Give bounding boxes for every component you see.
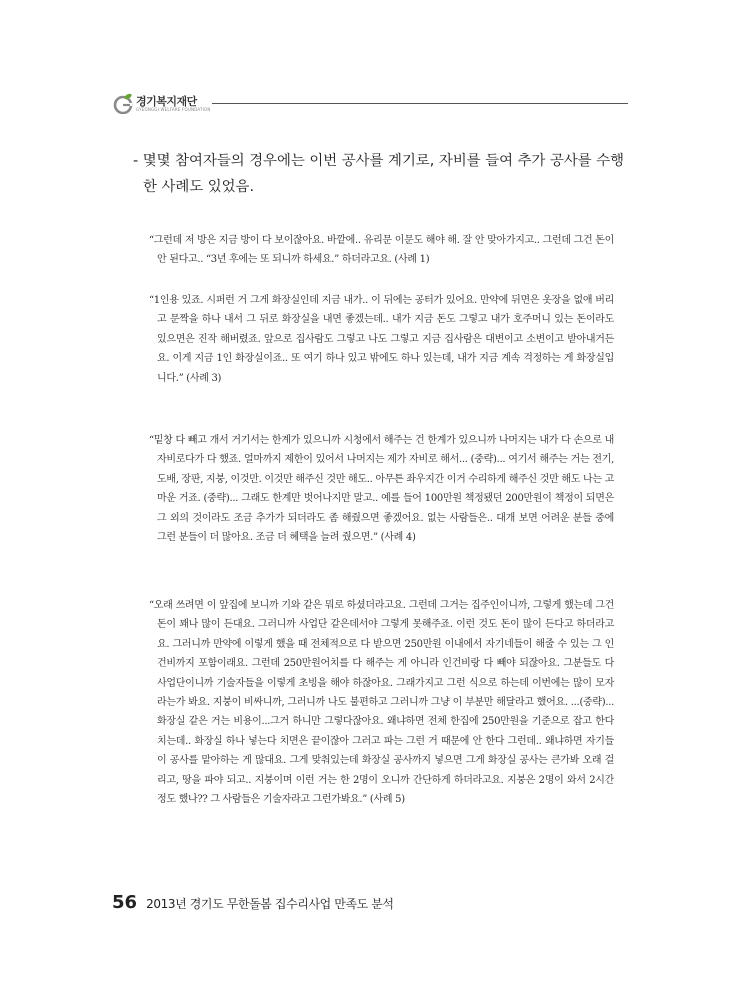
page-footer: [112, 892, 394, 913]
interview-quote: “그런데 저 방은 지금 방이 다 보이잖아요. 바깥에.. 유리문 이문도 해야 해. 잘 안 맞아가지고.. 그런데 그건 돈이 안 된다고.. “3년 후에는 또 되니까 하세요.” 하더라고요. (사례 1): [149, 235, 614, 266]
page-number: 56: [112, 892, 138, 913]
header-rule: [212, 103, 628, 104]
logo-subtitle: GYEONGGI WELFARE FOUNDATION: [136, 107, 211, 112]
foundation-logo-icon: [112, 92, 134, 114]
interview-quote: “1인용 있죠. 시퍼런 거 그게 화장실인데 지금 내가.. 이 뒤에는 공터가 있어요. 만약에 뒤면은 옷장을 없애 버리고 문짝을 하나 내서 그 뒤로 화장실을 내면 좋겠는데.. 내가 지금 돈도 그렇고 내가 호주머니 있는 돈이라도 있으면은 진작 해버렸죠. 앞으로 집사람도 그렇고 나도 그렇고 지금 집사람은 대변이고 소변이고 받아내거든요. 이게 지금 1인 화장실이죠.. 또 여기 하나 있고 밖에도 하나 있는데, 내가 지금 계속 걱정하는 게 화장실입니다.” (사례 3): [149, 295, 614, 384]
interview-quote: “밑창 다 빼고 개서 거기서는 한계가 있으니까 시청에서 해주는 건 한계가 있으니까 나머지는 내가 다 손으로 내 자비로다가 다 했죠. 얼마까지 제한이 있어서 나머지는 제가 자비로 해서... (중략)... 여기서 해주는 거는 전기, 도배, 장판, 지붕, 이것만. 이것만 해주신 것만 해도.. 아무튼 좌우지간 이거 수리하게 해주신 것만 해도 나는 고마운 거죠. (중략)... 그래도 한계만 벗어나지만 말고.. 예를 들어 100만원 책정됐던 200만원이 책정이 되면은 그 외의 것이라도 조금 추가가 되더라도 좀 해줬으면 좋겠어요. 없는 사람들은.. 대개 보면 어려운 분들 중에 그런 분들이 더 많아요. 조금 더 혜택을 늘려 줬으면.” (사례 4): [149, 435, 614, 544]
footer-title: 2013년 경기도 무한돌봄 집수리사업 만족도 분석: [146, 897, 394, 911]
interview-quote: “오래 쓰려면 이 앞집에 보니까 기와 같은 뭐로 하셨더라고요. 그런데 그거는 집주인이니까, 그렇게 했는데 그건 돈이 꽤나 많이 든대요. 그러니까 사업단 같은데서야 그렇게 못해주죠. 이런 것도 돈이 많이 든다고 하더라고요. 그러니까 만약에 이렇게 했을 때 전체적으로 다 받으면 250만원 이내에서 자기네들이 해줄 수 있는 그 인건비까지 포함이래요. 그런데 250만원어치를 다 해주는 게 아니라 인건비랑 다 빼야 되잖아요. 그분들도 다 사업단이니까 기술자들을 이렇게 초빙을 해야 하잖아요. 그래가지고 그런 식으로 하는데 이번에는 많이 모자라는가 봐요. 지붕이 비싸니까, 그러니까 나도 불편하고 그러니까 그냥 이 부분만 해달라고 했어요. ...(중략)... 화장실 같은 거는 비용이...그거 하니만 그렇다잖아요. 왜냐하면 전체 한집에 250만원을 기준으로 잡고 한다 치는데.. 화장실 하나 넣는다 치면은 끝이잖아 그러고 파는 그런 거 때문에 안 한다 그런데.. 왜냐하면 자기들이 공사를 맡아하는 게 많대요. 그게 맞춰있는데 화장실 공사까지 넣으면 그게 화장실 공사는 큰가봐 오래 걸리고, 땅을 파야 되고.. 지붕이며 이런 거는 한 2명이 오니까 간단하게 하더라고요. 지붕은 2명이 와서 2시간 정도 했나?? 그 사람들은 기술자라고 그런가봐요.” (사례 5): [149, 600, 614, 806]
logo-text: 경기복지재단: [136, 95, 197, 108]
intro-paragraph: - 몇몇 참여자들의 경우에는 이번 공사를 계기로, 자비를 들여 추가 공사를 수행한 사례도 있었음.: [133, 153, 625, 195]
page-header: [112, 90, 628, 120]
